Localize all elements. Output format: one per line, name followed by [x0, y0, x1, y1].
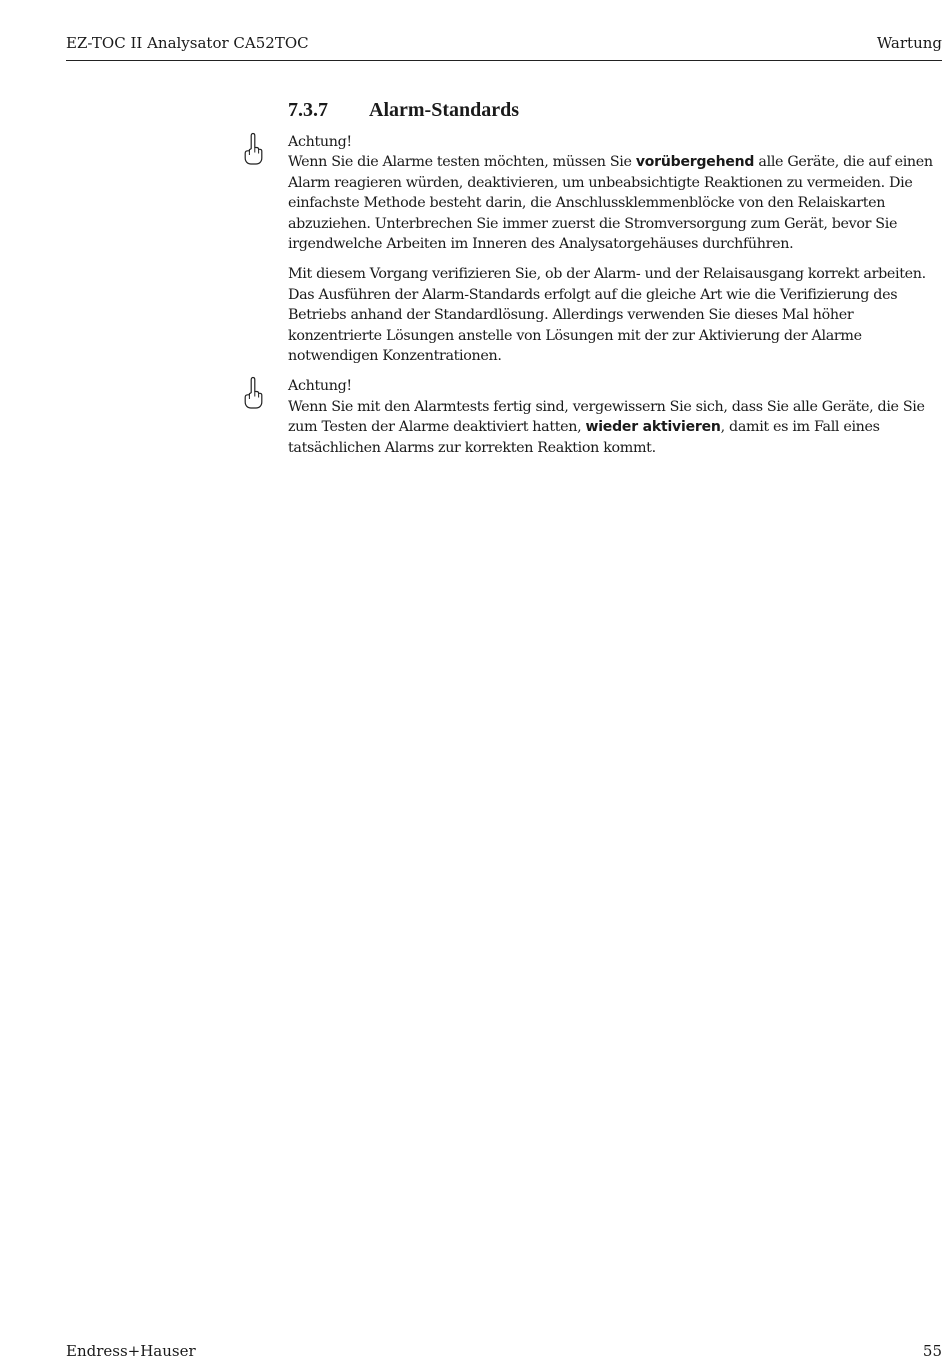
caution-1-text-part: alle Geräte, die auf einen Alarm reagieren würden, deaktivieren, um unbeabsichtigte Reaktionen zu vermeiden. Die einfachste Methode besteht darin, die Anschlussklemmenblöcke von den Relaiskarten abzuziehen. Unterbrechen Sie immer zuerst die Stromversorgung zum Gerät, bevor Sie irgendwelche Arbeiten im Inneren des Analysatorgehäuses durchführen.: [288, 154, 933, 253]
document-title: EZ-TOC II Analysator CA52TOC: [66, 34, 309, 52]
caution-note-1: [288, 132, 944, 254]
section-heading: [288, 96, 944, 124]
caution-1-label: Achtung!: [288, 134, 352, 150]
caution-2-label: Achtung!: [288, 378, 352, 395]
section-title: Alarm-Standards: [369, 99, 520, 121]
caution-1-text: [288, 152, 944, 254]
pointing-hand-icon: [242, 376, 264, 410]
caution-2-text: [288, 397, 944, 458]
caution-2-text-part: , damit es im Fall eines tatsächlichen Alarms zur korrekten Reaktion kommt.: [288, 419, 880, 456]
body-paragraph: Mit diesem Vorgang verifizieren Sie, ob der Alarm- und der Relaisausgang korrekt arbeiten. Das Ausführen der Alarm-Standards erfolgt auf die gleiche Art wie die Verifizierung des Betriebs anhand der Standardlösung. Allerdings verwenden Sie dieses Mal höher konzentrierte Lösungen anstelle von Lösungen mit der zur Aktivierung der Alarme notwendigen Konzentrationen.: [288, 266, 926, 365]
caution-2-text-part: Wenn Sie mit den Alarmtests fertig sind, vergewissern Sie sich, dass Sie alle Geräte, die Sie zum Testen der Alarme deaktiviert hatten,: [288, 398, 925, 436]
section-number: 7.3.7: [288, 99, 328, 121]
caution-1-emphasis: vorübergehend: [635, 154, 755, 171]
body-paragraph-block: [288, 264, 944, 366]
caution-note-2: [288, 376, 944, 458]
caution-1-text-part: Wenn Sie die Alarme testen möchten, müssen Sie: [288, 154, 636, 171]
page-header: [66, 30, 942, 61]
caution-2-emphasis: wieder aktivieren: [585, 419, 721, 436]
page-number: 55: [922, 1342, 942, 1360]
chapter-name: Wartung: [876, 34, 942, 52]
main-content: [288, 96, 944, 458]
pointing-hand-icon: [242, 132, 264, 166]
brand-name: Endress+Hauser: [66, 1342, 196, 1360]
